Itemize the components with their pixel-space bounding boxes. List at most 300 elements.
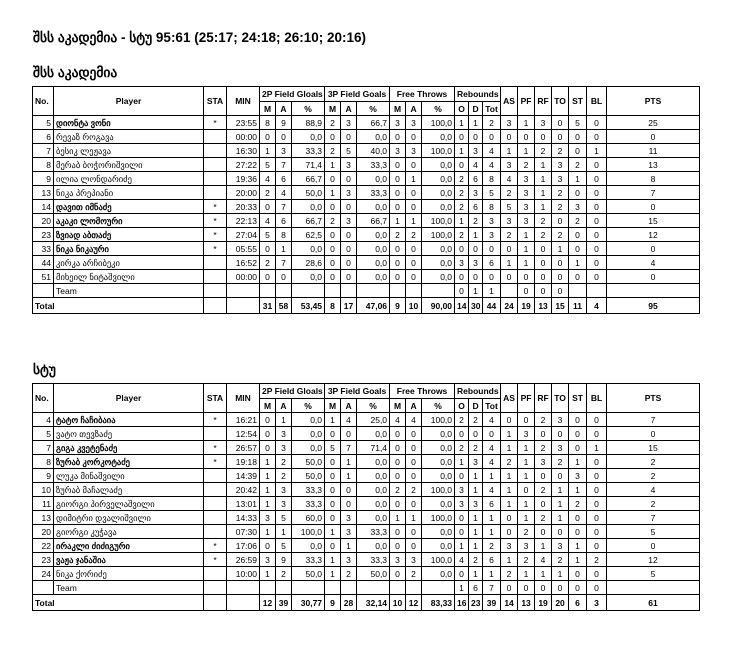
total-rebounds-total: 39 (483, 595, 501, 611)
subheader-tot: Tot (483, 399, 501, 413)
stat-st: 1 (569, 455, 587, 469)
rebounds-off: 0 (455, 158, 469, 172)
fg3-made: 0 (325, 130, 341, 144)
total-rebounds-off: 14 (455, 298, 469, 314)
stat-to: 2 (552, 455, 569, 469)
player-number: 44 (33, 256, 54, 270)
header-fg3: 3P Field Goals (325, 87, 390, 102)
fg3-attempted: 3 (341, 511, 357, 525)
minutes: 26:59 (227, 553, 260, 567)
player-name: ვატო თევზაძე (54, 427, 204, 441)
fg2-made (260, 284, 276, 298)
fg3-made: 2 (325, 214, 341, 228)
ft-pct (422, 581, 455, 595)
player-number: 4 (33, 413, 54, 427)
minutes: 05:55 (227, 242, 260, 256)
fg2-made: 3 (260, 511, 276, 525)
stat-bl: 0 (587, 172, 607, 186)
player-name: ილია ლონდარიძე (54, 172, 204, 186)
fg3-made: 0 (325, 497, 341, 511)
player-name: გიორგი პირველაშვილი (54, 497, 204, 511)
header-min: MIN (227, 87, 260, 116)
stat-as: 0 (501, 581, 518, 595)
stat-as: 1 (501, 144, 518, 158)
rebounds-off: 0 (455, 511, 469, 525)
rebounds-def: 1 (469, 539, 483, 553)
fg3-attempted: 3 (341, 214, 357, 228)
header-to: TO (552, 87, 569, 116)
stat-pf: 1 (518, 497, 535, 511)
fg2-attempted: 0 (276, 270, 292, 284)
stat-rf: 0 (535, 469, 552, 483)
stat-bl: 0 (587, 242, 607, 256)
rebounds-off: 2 (455, 413, 469, 427)
fg3-pct: 0,0 (357, 242, 390, 256)
total-pts: 95 (607, 298, 700, 314)
fg3-attempted: 1 (341, 469, 357, 483)
stat-as: 2 (501, 186, 518, 200)
subheader-pct: % (422, 102, 455, 116)
rebounds-off: 0 (455, 427, 469, 441)
stat-as: 0 (501, 130, 518, 144)
fg2-attempted: 6 (276, 214, 292, 228)
ft-made: 2 (390, 228, 406, 242)
fg2-pct: 0,0 (292, 130, 325, 144)
stat-pf: 0 (518, 270, 535, 284)
starter-mark (204, 567, 227, 581)
player-row (33, 186, 700, 200)
player-name: ლუკა მინაშვილი (54, 469, 204, 483)
ft-pct: 0,0 (422, 539, 455, 553)
minutes: 10:00 (227, 567, 260, 581)
starter-mark (204, 483, 227, 497)
fg2-made: 5 (260, 228, 276, 242)
player-name: ზურაბ კორკოტაძე (54, 455, 204, 469)
ft-pct: 100,0 (422, 228, 455, 242)
ft-made: 0 (390, 567, 406, 581)
fg2-attempted: 1 (276, 242, 292, 256)
player-number: 5 (33, 116, 54, 130)
minutes: 23:55 (227, 116, 260, 130)
ft-attempted: 0 (406, 270, 422, 284)
stat-pf: 1 (518, 455, 535, 469)
ft-pct: 0,0 (422, 469, 455, 483)
player-number: 8 (33, 455, 54, 469)
rebounds-total: 1 (483, 567, 501, 581)
header-to: TO (552, 384, 569, 413)
player-row (33, 469, 700, 483)
stat-st: 0 (569, 441, 587, 455)
fg2-pct: 0,0 (292, 200, 325, 214)
fg3-pct: 25,0 (357, 413, 390, 427)
header-no: No. (33, 87, 54, 116)
stat-st: 2 (569, 158, 587, 172)
ft-attempted: 0 (406, 525, 422, 539)
rebounds-def: 4 (469, 158, 483, 172)
stat-rf: 0 (535, 581, 552, 595)
fg3-made: 0 (325, 256, 341, 270)
fg2-pct: 50,0 (292, 455, 325, 469)
stat-st: 3 (569, 200, 587, 214)
player-row (33, 158, 700, 172)
fg3-made: 2 (325, 144, 341, 158)
fg2-pct: 33,3 (292, 483, 325, 497)
ft-pct: 100,0 (422, 553, 455, 567)
stat-pf: 3 (518, 186, 535, 200)
subheader-a: A (276, 102, 292, 116)
fg2-pct: 33,3 (292, 553, 325, 567)
stat-st: 0 (569, 130, 587, 144)
fg3-attempted: 0 (341, 228, 357, 242)
rebounds-def: 1 (469, 483, 483, 497)
stat-bl: 0 (587, 158, 607, 172)
rebounds-off: 0 (455, 469, 469, 483)
stat-pts: 7 (607, 186, 700, 200)
player-row (33, 256, 700, 270)
stat-bl: 0 (587, 427, 607, 441)
player-number: 5 (33, 427, 54, 441)
stat-to: 1 (552, 567, 569, 581)
rebounds-off: 1 (455, 539, 469, 553)
header-as: AS (501, 384, 518, 413)
total-fg3-pct: 47,06 (357, 298, 390, 314)
ft-attempted: 3 (406, 553, 422, 567)
stat-as: 3 (501, 539, 518, 553)
total-pf: 19 (518, 298, 535, 314)
fg2-pct: 100,0 (292, 525, 325, 539)
stat-bl: 1 (587, 441, 607, 455)
stat-to: 3 (552, 539, 569, 553)
total-ft-made: 10 (390, 595, 406, 611)
rebounds-def: 1 (469, 228, 483, 242)
starter-mark (204, 427, 227, 441)
minutes: 13:01 (227, 497, 260, 511)
fg2-attempted: 9 (276, 116, 292, 130)
fg2-made: 1 (260, 455, 276, 469)
ft-pct: 0,0 (422, 242, 455, 256)
starter-mark: * (204, 116, 227, 130)
fg3-made: 0 (325, 427, 341, 441)
stat-to: 2 (552, 186, 569, 200)
fg3-attempted: 0 (341, 270, 357, 284)
stat-pts: 5 (607, 567, 700, 581)
ft-attempted: 0 (406, 539, 422, 553)
fg2-pct (292, 284, 325, 298)
total-fg3-attempted: 17 (341, 298, 357, 314)
fg3-attempted: 3 (341, 525, 357, 539)
rebounds-def: 3 (469, 497, 483, 511)
player-row (33, 270, 700, 284)
stat-pf: 2 (518, 158, 535, 172)
stat-pf: 0 (518, 581, 535, 595)
subheader-o: O (455, 399, 469, 413)
stat-bl: 0 (587, 270, 607, 284)
fg3-attempted: 5 (341, 144, 357, 158)
player-name: Team (54, 581, 204, 595)
header-bl: BL (587, 384, 607, 413)
rebounds-total: 0 (483, 270, 501, 284)
ft-made: 0 (390, 130, 406, 144)
ft-made: 4 (390, 413, 406, 427)
ft-attempted: 1 (406, 511, 422, 525)
header-pf: PF (518, 384, 535, 413)
header-sta: STA (204, 87, 227, 116)
ft-pct: 0,0 (422, 497, 455, 511)
player-number: 14 (33, 200, 54, 214)
stat-rf: 2 (535, 511, 552, 525)
stat-st: 1 (569, 483, 587, 497)
fg3-attempted: 2 (341, 567, 357, 581)
stat-pts: 7 (607, 511, 700, 525)
total-fg3-made: 9 (325, 595, 341, 611)
stat-pts (607, 581, 700, 595)
fg2-pct: 0,0 (292, 413, 325, 427)
team-name-home: შსს აკადემია (33, 65, 118, 80)
fg3-attempted: 0 (341, 497, 357, 511)
stat-to: 0 (552, 116, 569, 130)
stat-pts: 7 (607, 413, 700, 427)
player-name: ნიკა ქორიძე (54, 567, 204, 581)
subheader-o: O (455, 102, 469, 116)
player-number: 8 (33, 158, 54, 172)
fg2-made: 1 (260, 497, 276, 511)
rebounds-off: 1 (455, 455, 469, 469)
stat-bl: 0 (587, 186, 607, 200)
fg2-attempted: 3 (276, 497, 292, 511)
total-fg3-attempted: 28 (341, 595, 357, 611)
fg3-pct: 33,3 (357, 525, 390, 539)
header-player: Player (54, 384, 204, 413)
player-number: 7 (33, 144, 54, 158)
fg2-pct: 66,7 (292, 214, 325, 228)
total-sta (204, 298, 227, 314)
stat-to: 1 (552, 511, 569, 525)
fg2-made: 3 (260, 553, 276, 567)
ft-made: 0 (390, 186, 406, 200)
ft-made: 0 (390, 539, 406, 553)
stat-to: 1 (552, 242, 569, 256)
ft-attempted: 2 (406, 228, 422, 242)
starter-mark (204, 270, 227, 284)
rebounds-total: 8 (483, 200, 501, 214)
stat-as: 1 (501, 427, 518, 441)
stat-rf: 0 (535, 270, 552, 284)
stat-pf: 1 (518, 469, 535, 483)
rebounds-def: 0 (469, 427, 483, 441)
fg2-attempted: 9 (276, 553, 292, 567)
rebounds-total: 4 (483, 455, 501, 469)
minutes (227, 284, 260, 298)
ft-made: 0 (390, 158, 406, 172)
player-name: დიმიტრი დვალიშვილი (54, 511, 204, 525)
fg3-attempted: 0 (341, 427, 357, 441)
minutes: 20:00 (227, 186, 260, 200)
total-fg2-pct: 53,45 (292, 298, 325, 314)
rebounds-off: 1 (455, 581, 469, 595)
player-name: ნიკა ნიკაური (54, 242, 204, 256)
rebounds-off: 2 (455, 441, 469, 455)
minutes: 20:42 (227, 483, 260, 497)
fg3-made (325, 284, 341, 298)
fg2-made: 0 (260, 413, 276, 427)
total-as: 14 (501, 595, 518, 611)
stat-st: 0 (569, 427, 587, 441)
minutes: 14:39 (227, 469, 260, 483)
fg3-made: 1 (325, 525, 341, 539)
stat-to: 0 (552, 214, 569, 228)
fg2-pct: 50,0 (292, 186, 325, 200)
total-ft-attempted: 10 (406, 298, 422, 314)
fg2-attempted: 3 (276, 144, 292, 158)
stat-pf: 2 (518, 553, 535, 567)
stat-pf: 1 (518, 511, 535, 525)
rebounds-def: 6 (469, 581, 483, 595)
stat-st: 3 (569, 469, 587, 483)
header-rf: RF (535, 384, 552, 413)
ft-made (390, 284, 406, 298)
rebounds-off: 3 (455, 256, 469, 270)
stat-bl: 2 (587, 553, 607, 567)
ft-attempted: 0 (406, 256, 422, 270)
stat-to: 0 (552, 525, 569, 539)
stat-as: 0 (501, 242, 518, 256)
stat-as: 1 (501, 553, 518, 567)
stat-to: 0 (552, 469, 569, 483)
fg3-attempted: 0 (341, 242, 357, 256)
ft-attempted: 0 (406, 427, 422, 441)
ft-pct: 100,0 (422, 116, 455, 130)
stat-bl: 0 (587, 511, 607, 525)
fg3-made: 0 (325, 242, 341, 256)
fg2-attempted: 7 (276, 158, 292, 172)
stat-as: 0 (501, 511, 518, 525)
player-number: 13 (33, 511, 54, 525)
fg2-made: 4 (260, 172, 276, 186)
stat-bl: 0 (587, 116, 607, 130)
stat-rf: 2 (535, 441, 552, 455)
player-row (33, 567, 700, 581)
subheader-pct: % (292, 102, 325, 116)
ft-made: 0 (390, 525, 406, 539)
fg3-pct: 0,0 (357, 172, 390, 186)
ft-attempted: 0 (406, 455, 422, 469)
ft-attempted: 0 (406, 130, 422, 144)
rebounds-total: 1 (483, 511, 501, 525)
stat-as: 1 (501, 469, 518, 483)
ft-made: 0 (390, 242, 406, 256)
stat-bl: 0 (587, 483, 607, 497)
total-sta (204, 595, 227, 611)
ft-attempted: 0 (406, 497, 422, 511)
player-name: ტატო ჩაჩიბაია (54, 413, 204, 427)
stat-rf: 2 (535, 483, 552, 497)
fg3-made: 0 (325, 270, 341, 284)
ft-made: 0 (390, 497, 406, 511)
player-name: აკაკი ლომოური (54, 214, 204, 228)
player-row (33, 242, 700, 256)
minutes: 19:36 (227, 172, 260, 186)
player-name: დავით იმნაძე (54, 200, 204, 214)
minutes: 00:00 (227, 270, 260, 284)
stat-to: 0 (552, 581, 569, 595)
stat-bl: 0 (587, 214, 607, 228)
rebounds-off: 2 (455, 186, 469, 200)
ft-pct: 100,0 (422, 413, 455, 427)
ft-attempted: 4 (406, 413, 422, 427)
stat-pf: 0 (518, 284, 535, 298)
subheader-a: A (406, 399, 422, 413)
total-fg2-made: 31 (260, 298, 276, 314)
stat-st: 2 (569, 497, 587, 511)
rebounds-total: 1 (483, 284, 501, 298)
fg2-made: 0 (260, 270, 276, 284)
stat-st: 0 (569, 581, 587, 595)
header-ft: Free Throws (390, 384, 455, 399)
rebounds-def: 0 (469, 270, 483, 284)
stat-st: 5 (569, 116, 587, 130)
fg2-pct: 60,0 (292, 511, 325, 525)
rebounds-off: 1 (455, 144, 469, 158)
rebounds-total: 5 (483, 186, 501, 200)
stat-pts: 11 (607, 144, 700, 158)
player-number: 20 (33, 525, 54, 539)
stat-as: 2 (501, 567, 518, 581)
total-rebounds-def: 30 (469, 298, 483, 314)
rebounds-def: 3 (469, 186, 483, 200)
player-row (33, 525, 700, 539)
starter-mark (204, 256, 227, 270)
stat-pts: 5 (607, 525, 700, 539)
starter-mark (204, 469, 227, 483)
fg2-made: 8 (260, 116, 276, 130)
rebounds-def: 0 (469, 130, 483, 144)
team-name-away: სტუ (33, 362, 56, 377)
ft-pct: 0,0 (422, 525, 455, 539)
rebounds-total: 4 (483, 144, 501, 158)
stat-as: 1 (501, 256, 518, 270)
header-sta: STA (204, 384, 227, 413)
fg2-attempted: 2 (276, 469, 292, 483)
ft-pct: 0,0 (422, 158, 455, 172)
rebounds-off: 3 (455, 497, 469, 511)
stat-rf: 0 (535, 427, 552, 441)
fg2-pct: 0,0 (292, 427, 325, 441)
fg3-attempted: 3 (341, 186, 357, 200)
total-rf: 19 (535, 595, 552, 611)
ft-pct: 0,0 (422, 567, 455, 581)
stat-pts: 2 (607, 469, 700, 483)
stat-pf: 1 (518, 256, 535, 270)
fg3-made: 0 (325, 172, 341, 186)
rebounds-total: 3 (483, 228, 501, 242)
fg3-pct (357, 581, 390, 595)
ft-made: 0 (390, 469, 406, 483)
fg3-made: 0 (325, 228, 341, 242)
subheader-m: M (260, 399, 276, 413)
stat-to: 0 (552, 427, 569, 441)
fg3-pct: 33,3 (357, 553, 390, 567)
rebounds-off: 4 (455, 553, 469, 567)
stat-pts: 2 (607, 455, 700, 469)
rebounds-total: 1 (483, 469, 501, 483)
fg2-attempted: 2 (276, 455, 292, 469)
rebounds-total: 2 (483, 116, 501, 130)
total-row (33, 298, 700, 314)
fg2-made: 2 (260, 186, 276, 200)
stat-pts: 2 (607, 497, 700, 511)
fg2-attempted: 3 (276, 483, 292, 497)
rebounds-total: 8 (483, 172, 501, 186)
